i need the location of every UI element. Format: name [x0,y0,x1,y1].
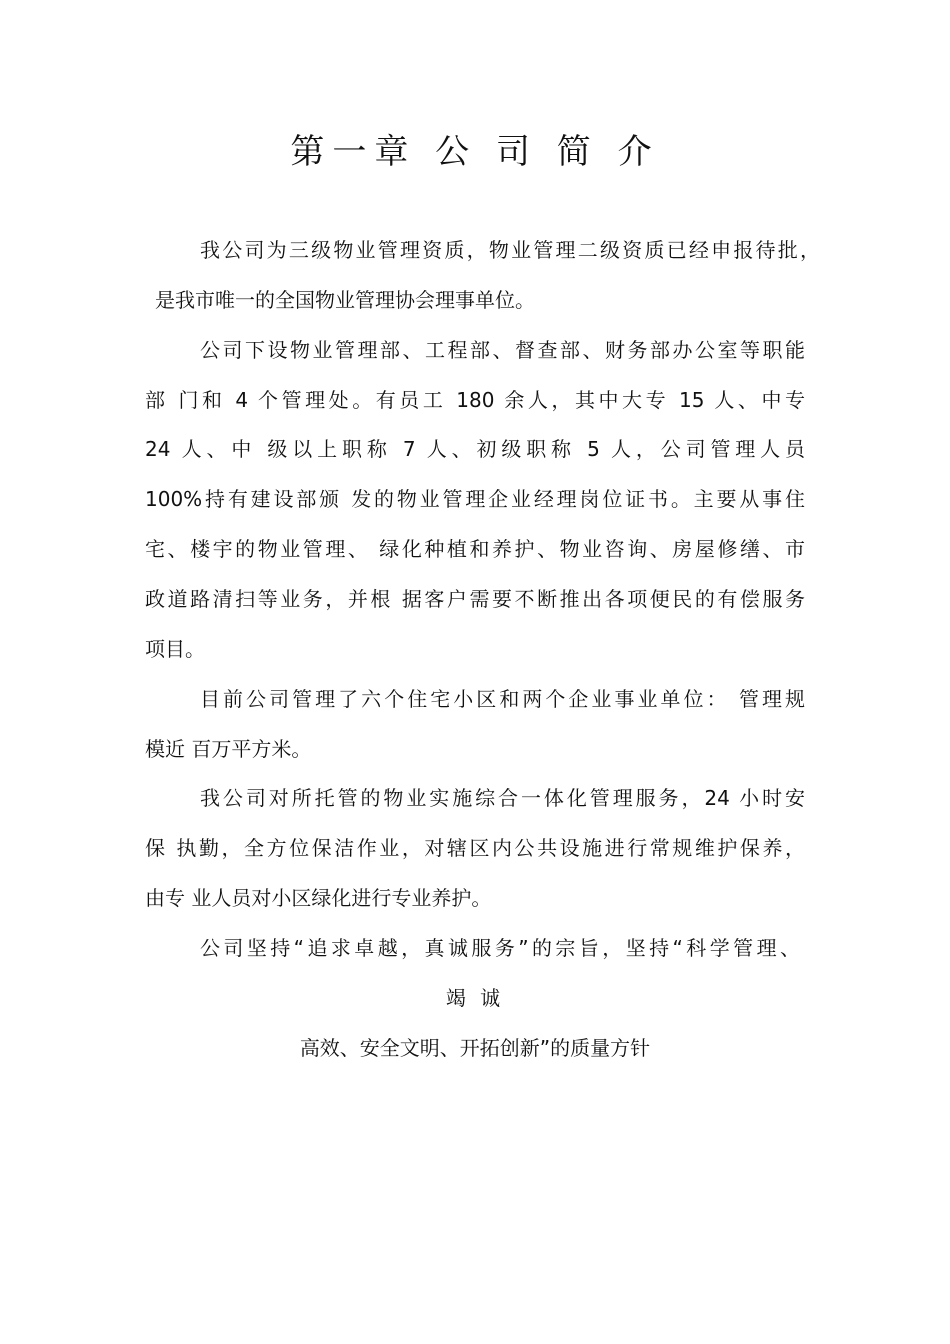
paragraph-2-line-6: 政道路清扫等业务，并根 据客户需要不断推出各项便民的有偿服务 [145,587,805,611]
paragraph-4-line-1: 我公司对所托管的物业实施综合一体化管理服务，24 小时安 [200,786,805,810]
paragraph-5-line-3: 高效、安全文明、开拓创新”的质量方针 [299,1036,651,1060]
paragraph-5-line-1: 公司坚持“追求卓越，真诚服务”的宗旨，坚持“科学管理、 [200,936,800,960]
paragraph-2-line-5: 宅、楼宇的物业管理、 绿化种植和养护、物业咨询、房屋修缮、市 [145,537,805,561]
paragraph-2-line-7: 项目。 [145,637,205,661]
paragraph-2-line-4: 100%持有建设部颁 发的物业管理企业经理岗位证书。主要从事住 [145,487,805,511]
paragraph-2-line-1: 公司下设物业管理部、工程部、督查部、财务部办公室等职能 [200,338,805,362]
paragraph-4-line-3: 由专 业人员对小区绿化进行专业养护。 [145,886,492,910]
paragraph-3-line-2: 模近 百万平方米。 [145,737,312,761]
paragraph-1-line-2: 是我市唯一的全国物业管理协会理事单位。 [155,288,535,312]
chapter-title: 第一章 公 司 简 介 [290,132,660,172]
paragraph-2-line-3: 24 人、中 级以上职称 7 人、初级职称 5 人，公司管理人员 [145,437,805,461]
paragraph-5-line-2: 竭 诚 [445,986,505,1010]
paragraph-2-line-2: 部 门和 4 个管理处。有员工 180 余人，其中大专 15 人、中专 [145,388,805,412]
paragraph-4-line-2: 保 执勤，全方位保洁作业，对辖区内公共设施进行常规维护保养， [145,836,805,860]
paragraph-1-line-1: 我公司为三级物业管理资质，物业管理二级资质已经申报待批， [200,238,820,262]
paragraph-3-line-1: 目前公司管理了六个住宅小区和两个企业事业单位： 管理规 [200,687,805,711]
